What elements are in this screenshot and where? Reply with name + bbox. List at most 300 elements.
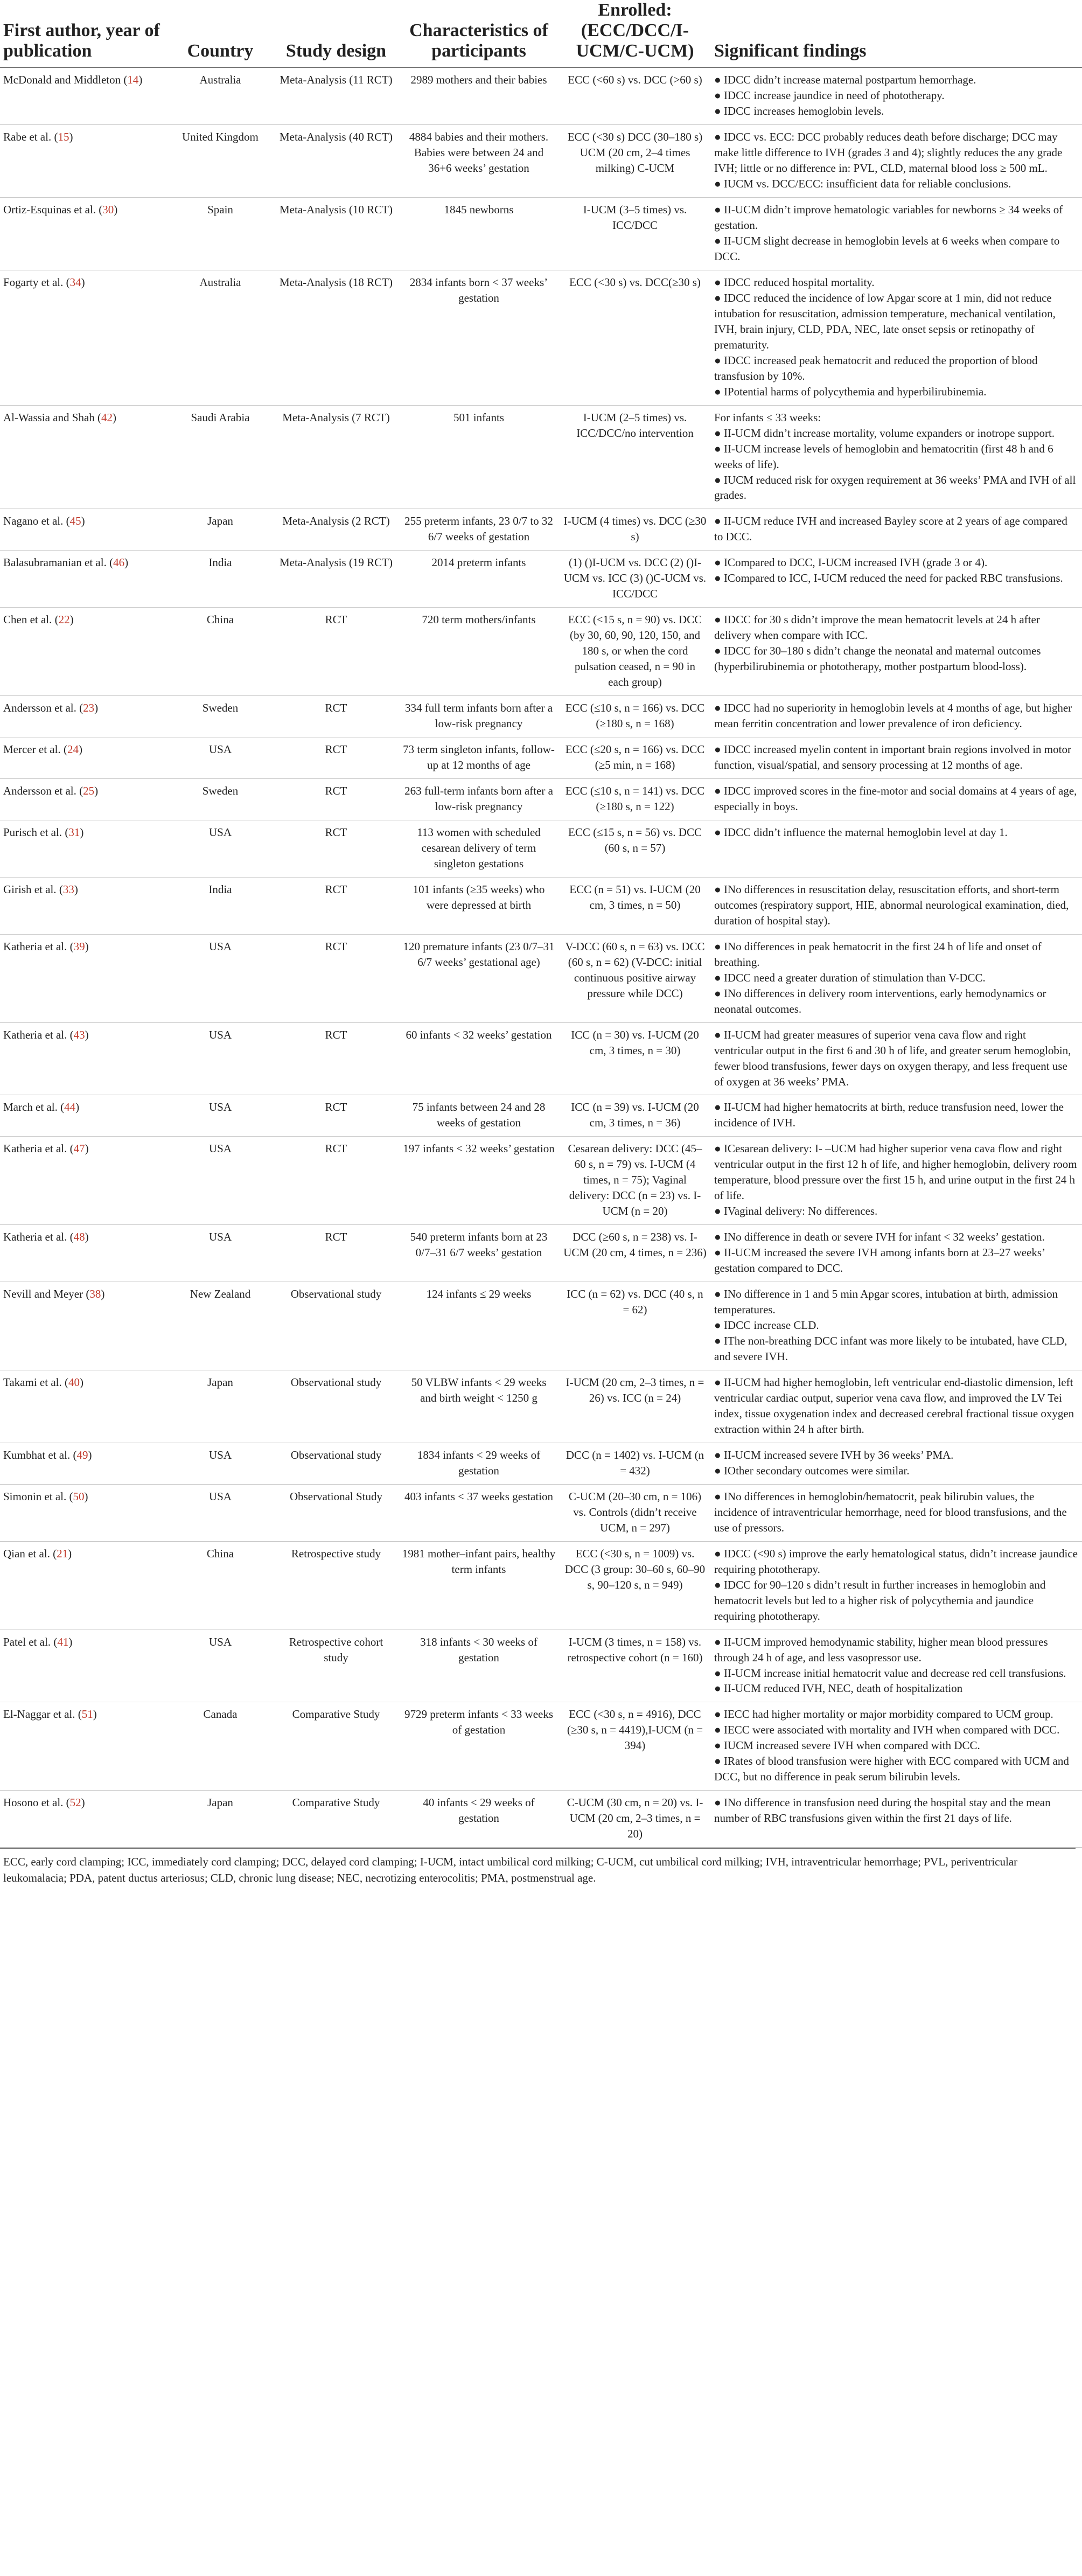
finding-text: II-UCM reduce IVH and increased Bayley score at 2 years of age compared to DCC. — [714, 514, 1067, 544]
cell-country: China — [167, 1541, 275, 1630]
cell-enrolled: I-UCM (3–5 times) vs. ICC/DCC — [560, 198, 711, 270]
table-row — [0, 1282, 1082, 1370]
finding-text: IDCC (<90 s) improve the early hematological status, didn’t increase jaundice requiring phototherapy. — [714, 1547, 1078, 1576]
reference-link[interactable]: 24 — [67, 743, 79, 756]
cell-enrolled: ECC (<30 s, n = 4916), DCC (≥30 s, n = 4419),I-UCM (n = 394) — [560, 1702, 711, 1791]
cell-study-design: Meta-Analysis (18 RCT) — [275, 270, 399, 405]
cell-participants: 720 term mothers/infants — [399, 608, 560, 696]
finding-text: IRates of blood transfusion were higher with ECC compared with UCM and DCC, but no difference in peak serum bilirubin levels. — [714, 1755, 1069, 1784]
cell-country: USA — [167, 1225, 275, 1282]
reference-link[interactable]: 25 — [83, 784, 95, 798]
bullet-icon: ● — [714, 130, 724, 144]
cell-country: USA — [167, 934, 275, 1022]
author-name: Andersson et al. — [3, 701, 76, 715]
author-name: Kumbhat et al. — [3, 1448, 71, 1461]
reference-link[interactable]: 50 — [73, 1489, 85, 1503]
cell-enrolled: V-DCC (60 s, n = 63) vs. DCC (60 s, n = 62) (V-DCC: initial continuous positive airway pressure while DCC) — [560, 934, 711, 1022]
reference-link[interactable]: 40 — [68, 1376, 80, 1389]
cell-study-design: Comparative Study — [275, 1791, 399, 1848]
author-name: Mercer et al. — [3, 743, 61, 756]
reference-link[interactable]: 44 — [64, 1101, 76, 1114]
finding-text: IUCM reduced risk for oxygen requirement at 36 weeks’ PMA and IVH of all grades. — [714, 473, 1076, 502]
table-row — [0, 820, 1082, 877]
finding-item — [714, 1722, 1078, 1738]
cell-author: Katheria et al. (39) — [0, 934, 167, 1022]
cell-enrolled: C-UCM (20–30 cm, n = 106) vs. Controls (didn’t receive UCM, n = 297) — [560, 1484, 711, 1541]
cell-author: McDonald and Middleton (14) — [0, 67, 167, 124]
cell-country: USA — [167, 1137, 275, 1225]
finding-text: IECC were associated with mortality and IVH when compared with DCC. — [723, 1723, 1060, 1737]
finding-text: IDCC didn’t increase maternal postpartum hemorrhage. — [723, 73, 976, 87]
cell-participants: 124 infants ≤ 29 weeks — [399, 1282, 560, 1370]
reference-link[interactable]: 51 — [81, 1708, 93, 1721]
cell-participants: 60 infants < 32 weeks’ gestation — [399, 1022, 560, 1095]
header-first-author: First author, year of publication — [0, 0, 167, 67]
cell-country: Spain — [167, 198, 275, 270]
finding-item — [714, 129, 1078, 176]
cell-author: Al-Wassia and Shah (42) — [0, 405, 167, 509]
cell-findings — [711, 820, 1082, 877]
header-study-design: Study design — [275, 0, 399, 67]
finding-item — [714, 700, 1078, 732]
cell-participants: 9729 preterm infants < 33 weeks of gestation — [399, 1702, 560, 1791]
finding-text: IOther secondary outcomes were similar. — [723, 1464, 910, 1477]
bullet-icon: ● — [714, 1682, 724, 1695]
finding-item — [714, 1375, 1078, 1437]
finding-item — [714, 986, 1078, 1017]
bullet-icon: ● — [714, 613, 724, 626]
findings-intro: For infants ≤ 33 weeks: — [714, 410, 821, 424]
finding-item — [714, 1795, 1078, 1826]
finding-text: IDCC need a greater duration of stimulation than V-DCC. — [723, 971, 986, 984]
cell-country: USA — [167, 820, 275, 877]
cell-findings — [711, 1443, 1082, 1484]
finding-text: II-UCM increased the severe IVH among infants born at 23–27 weeks’ gestation compared to DCC. — [714, 1246, 1045, 1275]
finding-text: II-UCM increase levels of hemoglobin and hematocritin (first 48 h and 6 weeks of life). — [714, 442, 1053, 471]
header-country: Country — [167, 0, 275, 67]
table-row — [0, 1791, 1082, 1848]
cell-participants: 1845 newborns — [399, 198, 560, 270]
cell-country: Sweden — [167, 779, 275, 820]
cell-findings — [711, 509, 1082, 551]
finding-item — [714, 1738, 1078, 1753]
table-row — [0, 1022, 1082, 1095]
cell-findings — [711, 1370, 1082, 1443]
cell-participants: 1981 mother–infant pairs, healthy term infants — [399, 1541, 560, 1630]
author-name: Katheria et al. — [3, 1142, 67, 1155]
bullet-icon: ● — [714, 784, 724, 798]
finding-text: IDCC increase jaundice in need of phototherapy. — [723, 89, 945, 102]
bullet-icon: ● — [714, 882, 724, 896]
finding-item — [714, 202, 1078, 233]
finding-text: IUCM increased severe IVH when compared with DCC. — [723, 1739, 980, 1752]
cell-findings — [711, 270, 1082, 405]
reference-link[interactable]: 46 — [113, 556, 125, 569]
cell-country: USA — [167, 1630, 275, 1702]
author-name: Girish et al. — [3, 882, 57, 896]
cell-participants: 255 preterm infants, 23 0/7 to 32 6/7 weeks of gestation — [399, 509, 560, 551]
author-name: Al-Wassia and Shah — [3, 410, 95, 424]
author-name: Rabe et al. — [3, 130, 52, 144]
cell-findings — [711, 934, 1082, 1022]
reference-link[interactable]: 15 — [58, 130, 69, 144]
bullet-icon: ● — [714, 1755, 724, 1768]
author-name: Katheria et al. — [3, 1028, 67, 1041]
finding-text: IDCC vs. ECC: DCC probably reduces death before discharge; DCC may make little difference to IVH (grades 3 and 4); slightly reduces the any grade IVH; little or no difference in: PVL, CLD, maternal blood loss ≥ 500 mL. — [714, 130, 1063, 175]
table-row — [0, 1484, 1082, 1541]
bullet-icon: ● — [714, 1723, 724, 1737]
finding-text: IDCC improved scores in the fine-motor and social domains at 4 years of age, especially in boys. — [714, 784, 1077, 813]
finding-text: IDCC increased peak hematocrit and reduced the proportion of blood transfusion by 10%. — [714, 353, 1038, 382]
finding-item — [714, 1707, 1078, 1722]
cell-study-design: RCT — [275, 696, 399, 737]
bullet-icon: ● — [714, 1319, 724, 1332]
cell-participants: 2989 mothers and their babies — [399, 67, 560, 124]
cell-study-design: RCT — [275, 1225, 399, 1282]
reference-link[interactable]: 43 — [73, 1028, 85, 1041]
finding-item — [714, 1546, 1078, 1577]
reference-link[interactable]: 14 — [127, 73, 139, 87]
finding-text: IDCC for 90–120 s didn’t result in further increases in hemoglobin and hematocrit levels but led to a higher risk of polycythemia and jaundice requiring phototherapy. — [714, 1578, 1046, 1623]
bullet-icon: ● — [714, 1246, 724, 1259]
cell-participants: 403 infants < 37 weeks gestation — [399, 1484, 560, 1541]
cell-author: Andersson et al. (25) — [0, 779, 167, 820]
cell-participants: 4884 babies and their mothers. Babies were between 24 and 36+6 weeks’ gestation — [399, 125, 560, 198]
finding-text: II-UCM increase initial hematocrit value and decrease red cell transfusions. — [723, 1666, 1066, 1680]
finding-text: ICompared to DCC, I-UCM increased IVH (grade 3 or 4). — [723, 556, 988, 569]
finding-item — [714, 1463, 1078, 1479]
cell-enrolled: (1) ()I-UCM vs. DCC (2) ()I-UCM vs. ICC (3) ()C-UCM vs. ICC/DCC — [560, 551, 711, 608]
cell-participants: 197 infants < 32 weeks’ gestation — [399, 1137, 560, 1225]
bullet-icon: ● — [714, 1448, 724, 1461]
cell-enrolled: C-UCM (30 cm, n = 20) vs. I-UCM (20 cm, 2–3 times, n = 20) — [560, 1791, 711, 1848]
cell-study-design: RCT — [275, 934, 399, 1022]
finding-item — [714, 176, 1078, 192]
cell-enrolled: ECC (<30 s) vs. DCC(≥30 s) — [560, 270, 711, 405]
table-row — [0, 198, 1082, 270]
finding-item — [714, 1027, 1078, 1090]
finding-text: II-UCM increased severe IVH by 36 weeks’ PMA. — [723, 1448, 954, 1461]
bullet-icon: ● — [714, 203, 724, 217]
finding-text: IDCC increase CLD. — [723, 1319, 819, 1332]
cell-findings — [711, 1225, 1082, 1282]
table-row — [0, 1225, 1082, 1282]
cell-participants: 501 infants — [399, 405, 560, 509]
cell-participants: 75 infants between 24 and 28 weeks of gestation — [399, 1095, 560, 1137]
author-name: Simonin et al. — [3, 1489, 67, 1503]
bullet-icon: ● — [714, 939, 724, 953]
cell-enrolled: I-UCM (4 times) vs. DCC (≥30 s) — [560, 509, 711, 551]
table-row — [0, 1702, 1082, 1791]
cell-author: Andersson et al. (23) — [0, 696, 167, 737]
cell-findings — [711, 67, 1082, 124]
finding-item — [714, 825, 1078, 840]
bullet-icon: ● — [714, 105, 724, 118]
reference-link[interactable]: 52 — [69, 1796, 81, 1809]
author-name: El-Naggar et al. — [3, 1708, 75, 1721]
header-findings: Significant findings — [711, 0, 1082, 67]
finding-text: IDCC increased myelin content in important brain regions involved in motor function, visual/spatial, and sensory processing at 12 months of age. — [714, 743, 1071, 772]
finding-text: IDCC increases hemoglobin levels. — [723, 105, 884, 118]
cell-participants: 120 premature infants (23 0/7–31 6/7 weeks’ gestational age) — [399, 934, 560, 1022]
cell-country: Australia — [167, 270, 275, 405]
bullet-icon: ● — [714, 1578, 724, 1591]
finding-item — [714, 275, 1078, 290]
table-row — [0, 696, 1082, 737]
author-name: Hosono et al. — [3, 1796, 64, 1809]
reference-link[interactable]: 22 — [58, 613, 70, 626]
finding-item — [714, 783, 1078, 814]
cell-country: New Zealand — [167, 1282, 275, 1370]
table-body — [0, 67, 1082, 1847]
bullet-icon: ● — [714, 1142, 724, 1155]
reference-link[interactable]: 41 — [57, 1635, 69, 1648]
bullet-icon: ● — [714, 825, 724, 839]
cell-findings — [711, 696, 1082, 737]
cell-participants: 40 infants < 29 weeks of gestation — [399, 1791, 560, 1848]
reference-link[interactable]: 47 — [73, 1142, 85, 1155]
author-name: McDonald and Middleton — [3, 73, 121, 87]
cell-enrolled: ECC (<60 s) vs. DCC (>60 s) — [560, 67, 711, 124]
cell-findings — [711, 608, 1082, 696]
cell-findings — [711, 1137, 1082, 1225]
finding-item — [714, 1333, 1078, 1364]
bullet-icon: ● — [714, 442, 724, 455]
cell-study-design: Meta-Analysis (7 RCT) — [275, 405, 399, 509]
finding-item — [714, 1447, 1078, 1463]
cell-findings — [711, 1702, 1082, 1791]
finding-item — [714, 555, 1078, 570]
author-name: Katheria et al. — [3, 939, 67, 953]
cell-country: Canada — [167, 1702, 275, 1791]
table-row — [0, 1370, 1082, 1443]
cell-author: Simonin et al. (50) — [0, 1484, 167, 1541]
finding-text: IDCC for 30 s didn’t improve the mean hematocrit levels at 24 h after delivery when compare with ICC. — [714, 613, 1040, 642]
cell-author: Purisch et al. (31) — [0, 820, 167, 877]
cell-study-design: Comparative Study — [275, 1702, 399, 1791]
cell-country: China — [167, 608, 275, 696]
bullet-icon: ● — [714, 701, 724, 715]
table-row — [0, 1137, 1082, 1225]
table-row — [0, 779, 1082, 820]
cell-participants: 540 preterm infants born at 23 0/7–31 6/7 weeks’ gestation — [399, 1225, 560, 1282]
cell-study-design: Retrospective cohort study — [275, 1630, 399, 1702]
cell-author: Rabe et al. (15) — [0, 125, 167, 198]
bullet-icon: ● — [714, 73, 724, 87]
finding-text: ICompared to ICC, I-UCM reduced the need for packed RBC transfusions. — [723, 572, 1063, 585]
reference-link[interactable]: 49 — [76, 1448, 88, 1461]
cell-country: Japan — [167, 1791, 275, 1848]
cell-author: Takami et al. (40) — [0, 1370, 167, 1443]
finding-text: II-UCM didn’t improve hematologic variables for newborns ≥ 34 weeks of gestation. — [714, 203, 1063, 232]
bullet-icon: ● — [714, 1287, 724, 1301]
cell-findings — [711, 198, 1082, 270]
reference-link[interactable]: 21 — [57, 1547, 68, 1560]
cell-author: Qian et al. (21) — [0, 1541, 167, 1630]
table-row — [0, 125, 1082, 198]
finding-text: INo difference in death or severe IVH for infant < 32 weeks’ gestation. — [723, 1230, 1045, 1244]
bullet-icon: ● — [714, 275, 724, 289]
reference-link[interactable]: 38 — [89, 1287, 101, 1301]
author-name: Purisch et al. — [3, 825, 62, 839]
cell-findings — [711, 1484, 1082, 1541]
cell-country: Japan — [167, 1370, 275, 1443]
bullet-icon: ● — [714, 353, 724, 367]
cell-enrolled: ECC (≤10 s, n = 141) vs. DCC (≥180 s, n = 122) — [560, 779, 711, 820]
table-row — [0, 737, 1082, 779]
cell-author: Chen et al. (22) — [0, 608, 167, 696]
cell-enrolled: ECC (≤20 s, n = 166) vs. DCC (≥5 min, n = 168) — [560, 737, 711, 779]
finding-item — [714, 1286, 1078, 1318]
cell-country: USA — [167, 1095, 275, 1137]
cell-enrolled: ICC (n = 30) vs. I-UCM (20 cm, 3 times, n = 30) — [560, 1022, 711, 1095]
finding-item — [714, 1666, 1078, 1681]
cell-study-design: Meta-Analysis (11 RCT) — [275, 67, 399, 124]
cell-participants: 2834 infants born < 37 weeks’ gestation — [399, 270, 560, 405]
finding-item — [714, 353, 1078, 384]
cell-author: Ortiz-Esquinas et al. (30) — [0, 198, 167, 270]
reference-link[interactable]: 31 — [68, 825, 80, 839]
finding-item — [714, 612, 1078, 643]
finding-item — [714, 233, 1078, 264]
bullet-icon: ● — [714, 1334, 724, 1348]
cell-study-design: RCT — [275, 737, 399, 779]
cell-study-design: Observational Study — [275, 1484, 399, 1541]
cell-country: USA — [167, 1484, 275, 1541]
finding-text: IDCC reduced the incidence of low Apgar score at 1 min, did not reduce intubation for resuscitation, admission temperature, mechanical ventilation, IVH, brain injury, CLD, PDA, NEC, late onset sepsis or retinopathy of prematurity. — [714, 291, 1056, 351]
cell-findings — [711, 405, 1082, 509]
reference-link[interactable]: 30 — [102, 203, 114, 217]
cell-author: Hosono et al. (52) — [0, 1791, 167, 1848]
finding-item — [714, 472, 1078, 504]
bullet-icon: ● — [714, 1464, 724, 1477]
cell-study-design: Meta-Analysis (19 RCT) — [275, 551, 399, 608]
finding-text: INo difference in 1 and 5 min Apgar scores, intubation at birth, admission temperatures. — [714, 1287, 1058, 1317]
finding-text: II-UCM improved hemodynamic stability, higher mean blood pressures through 24 h of age, and less vasopressor use. — [714, 1635, 1048, 1664]
cell-findings — [711, 1022, 1082, 1095]
author-name: Ortiz-Esquinas et al. — [3, 203, 96, 217]
cell-country: USA — [167, 1443, 275, 1484]
cell-study-design: RCT — [275, 877, 399, 934]
finding-item — [714, 1318, 1078, 1333]
finding-text: INo differences in delivery room interventions, early hemodynamics or neonatal outcomes. — [714, 986, 1046, 1015]
reference-link[interactable]: 45 — [69, 514, 81, 528]
cell-participants: 73 term singleton infants, follow-up at 12 months of age — [399, 737, 560, 779]
finding-item — [714, 1229, 1078, 1245]
cell-enrolled: ECC (<15 s, n = 90) vs. DCC (by 30, 60, 90, 120, 150, and 180 s, or when the cord pulsation ceased, n = 90 in each group) — [560, 608, 711, 696]
finding-text: II-UCM had higher hemoglobin, left ventricular end-diastolic dimension, left ventricular cardiac output, superior vena cava flow, and improved the LV Tei index, tissue oxygenation index and decreased cerebral fractional tissue oxygen extraction within 24 h after birth. — [714, 1376, 1074, 1436]
table-row — [0, 877, 1082, 934]
cell-study-design: Meta-Analysis (2 RCT) — [275, 509, 399, 551]
cell-enrolled: I-UCM (20 cm, 2–3 times, n = 26) vs. ICC (n = 24) — [560, 1370, 711, 1443]
cell-author: Katheria et al. (47) — [0, 1137, 167, 1225]
cell-country: United Kingdom — [167, 125, 275, 198]
cell-enrolled: ECC (<30 s, n = 1009) vs. DCC (3 group: 30–60 s, 60–90 s, 90–120 s, n = 949) — [560, 1541, 711, 1630]
bullet-icon: ● — [714, 1739, 724, 1752]
cell-country: India — [167, 877, 275, 934]
cell-study-design: RCT — [275, 608, 399, 696]
bullet-icon: ● — [714, 986, 724, 1000]
bullet-icon: ● — [714, 514, 724, 528]
table-row — [0, 1541, 1082, 1630]
table-row — [0, 67, 1082, 124]
finding-text: INo differences in hemoglobin/hematocrit, peak bilirubin values, the incidence of intraventricular hemorrhage, need for blood transfusions, and the use of pressors. — [714, 1489, 1067, 1534]
cell-study-design: RCT — [275, 779, 399, 820]
author-name: Chen et al. — [3, 613, 52, 626]
reference-link[interactable]: 33 — [62, 882, 74, 896]
finding-item — [714, 441, 1078, 472]
author-name: Nevill and Meyer — [3, 1287, 83, 1301]
author-name: March et al. — [3, 1101, 58, 1114]
finding-item — [714, 643, 1078, 674]
reference-link[interactable]: 39 — [73, 939, 85, 953]
reference-link[interactable]: 34 — [69, 275, 81, 289]
finding-text: IUCM vs. DCC/ECC: insufficient data for reliable conclusions. — [723, 177, 1011, 191]
bullet-icon: ● — [714, 743, 724, 756]
cell-country: India — [167, 551, 275, 608]
finding-text: INo differences in peak hematocrit in the first 24 h of life and onset of breathing. — [714, 939, 1042, 969]
bullet-icon: ● — [714, 644, 724, 658]
cell-enrolled: DCC (n = 1402) vs. I-UCM (n = 432) — [560, 1443, 711, 1484]
finding-item — [714, 1099, 1078, 1131]
cell-enrolled: I-UCM (3 times, n = 158) vs. retrospective cohort (n = 160) — [560, 1630, 711, 1702]
finding-item — [714, 1577, 1078, 1624]
finding-item — [714, 426, 1078, 441]
bullet-icon: ● — [714, 473, 724, 486]
cell-author: Kumbhat et al. (49) — [0, 1443, 167, 1484]
cell-author: Mercer et al. (24) — [0, 737, 167, 779]
cell-author: Balasubramanian et al. (46) — [0, 551, 167, 608]
cell-country: Japan — [167, 509, 275, 551]
finding-text: IDCC for 30–180 s didn’t change the neonatal and maternal outcomes (hyperbilirubinemia or phototherapy, mother postpartum blood-loss). — [714, 644, 1041, 673]
cell-study-design: Observational study — [275, 1443, 399, 1484]
bullet-icon: ● — [714, 177, 724, 191]
cell-author: El-Naggar et al. (51) — [0, 1702, 167, 1791]
cell-enrolled: DCC (≥60 s, n = 238) vs. I-UCM (20 cm, 4 times, n = 236) — [560, 1225, 711, 1282]
cell-country: Sweden — [167, 696, 275, 737]
cell-findings — [711, 1095, 1082, 1137]
cell-country: USA — [167, 1022, 275, 1095]
cell-study-design: RCT — [275, 1095, 399, 1137]
finding-text: II-UCM had higher hematocrits at birth, reduce transfusion need, lower the incidence of IVH. — [714, 1101, 1064, 1130]
finding-text: IDCC had no superiority in hemoglobin levels at 4 months of age, but higher mean ferritin concentration and lower prevalence of iron deficiency. — [714, 701, 1072, 730]
finding-item — [714, 1141, 1078, 1203]
cell-findings — [711, 1791, 1082, 1848]
bullet-icon: ● — [714, 1101, 724, 1114]
reference-link[interactable]: 23 — [83, 701, 95, 715]
bullet-icon: ● — [714, 556, 724, 569]
finding-item — [714, 1203, 1078, 1219]
author-name: Qian et al. — [3, 1547, 50, 1560]
cell-findings — [711, 551, 1082, 608]
cell-country: Saudi Arabia — [167, 405, 275, 509]
author-name: Balasubramanian et al. — [3, 556, 107, 569]
table-row — [0, 405, 1082, 509]
cell-study-design: Meta-Analysis (10 RCT) — [275, 198, 399, 270]
reference-link[interactable]: 48 — [73, 1230, 85, 1244]
reference-link[interactable]: 42 — [101, 410, 113, 424]
cell-author: Patel et al. (41) — [0, 1630, 167, 1702]
cell-author: Nagano et al. (45) — [0, 509, 167, 551]
cell-enrolled: ICC (n = 62) vs. DCC (40 s, n = 62) — [560, 1282, 711, 1370]
cell-enrolled: ICC (n = 39) vs. I-UCM (20 cm, 3 times, n = 36) — [560, 1095, 711, 1137]
bullet-icon: ● — [714, 1708, 724, 1721]
header-enrolled: Enrolled: (ECC/DCC/I-UCM/C-UCM) — [560, 0, 711, 67]
finding-item — [714, 1245, 1078, 1276]
finding-item — [714, 103, 1078, 119]
cell-author: Nevill and Meyer (38) — [0, 1282, 167, 1370]
cell-findings — [711, 877, 1082, 934]
